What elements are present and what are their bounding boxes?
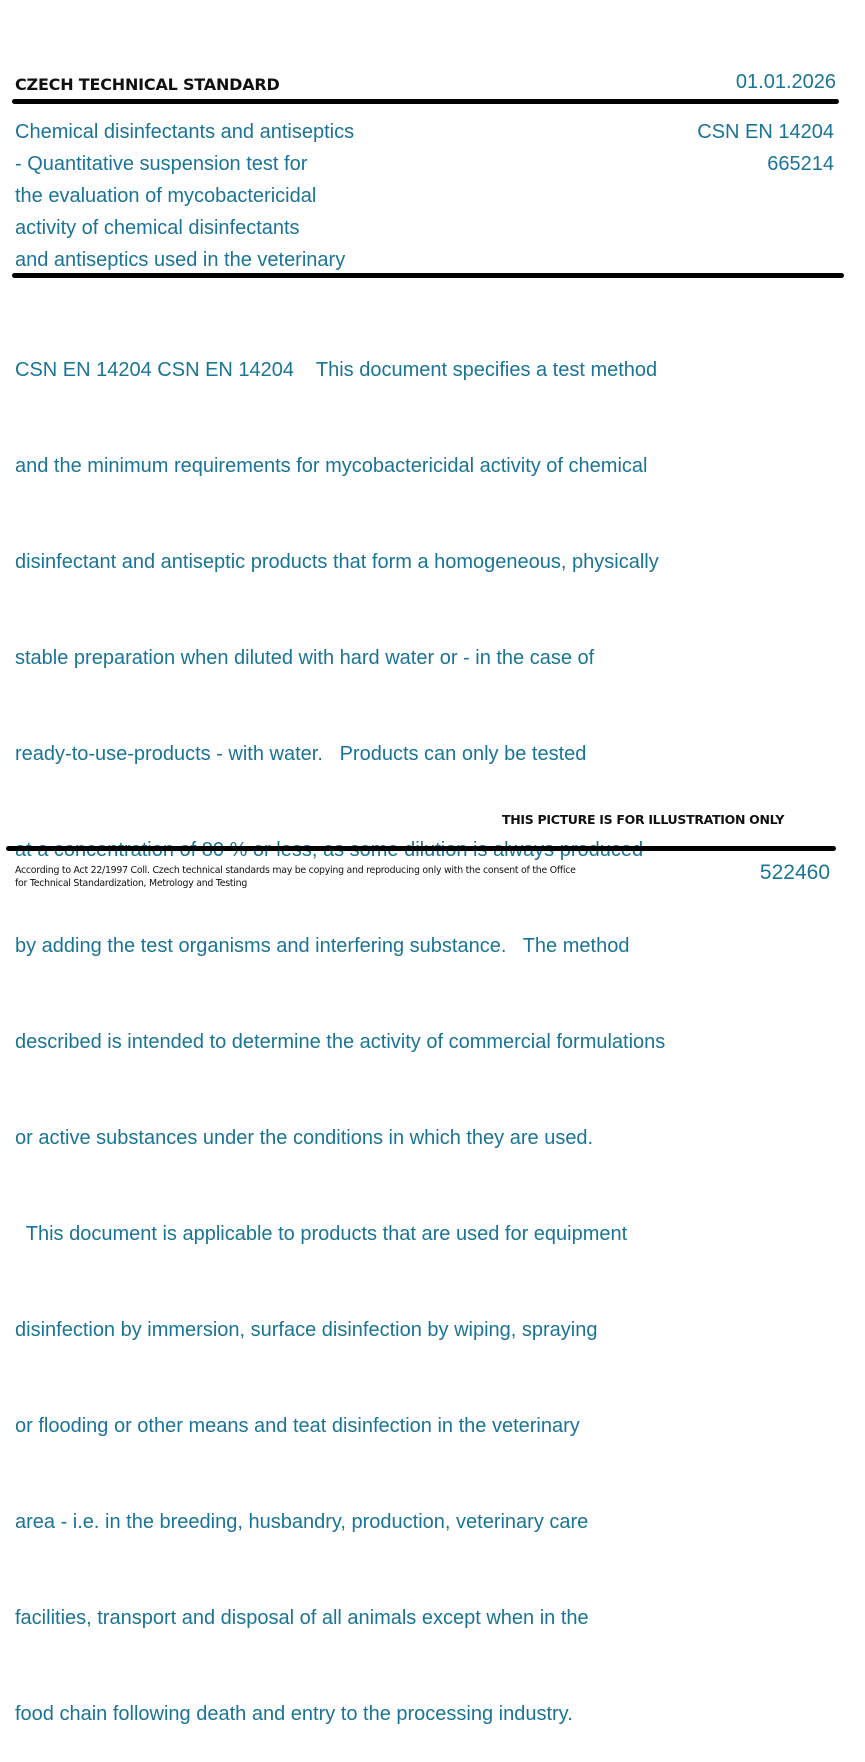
standard-codes bbox=[697, 116, 834, 180]
footer-divider bbox=[6, 846, 836, 851]
catalog-number: 522460 bbox=[759, 861, 830, 884]
abstract-line: or active substances under the conditions in which they are used. bbox=[15, 1127, 594, 1149]
abstract-line: by adding the test organisms and interfering substance. The method bbox=[15, 935, 630, 957]
abstract-line: area - i.e. in the breeding, husbandry, production, veterinary care bbox=[15, 1511, 589, 1533]
abstract-line: CSN EN 14204 CSN EN 14204 This document specifies a test method bbox=[15, 359, 658, 381]
abstract-line: or flooding or other means and teat disinfection in the veterinary bbox=[15, 1415, 580, 1437]
abstract-line: This document is applicable to products that are used for equipment bbox=[15, 1223, 628, 1245]
abstract-line: and the minimum requirements for mycobactericidal activity of chemical bbox=[15, 455, 648, 477]
abstract-line: food chain following death and entry to the processing industry. bbox=[15, 1703, 573, 1725]
standard-type-label: CZECH TECHNICAL STANDARD bbox=[15, 75, 280, 94]
legal-line: for Technical Standardization, Metrology and Testing bbox=[15, 878, 248, 889]
standard-number: CSN EN 14204 bbox=[697, 121, 834, 143]
abstract-line: facilities, transport and disposal of all animals except when in the bbox=[15, 1607, 589, 1629]
abstract-line: disinfection by immersion, surface disinfection by wiping, spraying bbox=[15, 1319, 598, 1341]
title-line: Chemical disinfectants and antiseptics bbox=[15, 121, 355, 143]
title-divider bbox=[12, 273, 844, 278]
header-divider bbox=[12, 99, 839, 104]
title-line: activity of chemical disinfectants bbox=[15, 217, 300, 239]
illustration-note: THIS PICTURE IS FOR ILLUSTRATION ONLY bbox=[502, 812, 785, 827]
effective-date: 01.01.2026 bbox=[735, 71, 836, 93]
abstract-line: disinfectant and antiseptic products that form a homogeneous, physically bbox=[15, 551, 659, 573]
legal-line: According to Act 22/1997 Coll. Czech technical standards may be copying and reproducing only with the consent of the Office bbox=[15, 865, 576, 876]
abstract-line: stable preparation when diluted with hard water or - in the case of bbox=[15, 647, 595, 669]
title-line: - Quantitative suspension test for bbox=[15, 153, 308, 175]
standard-title bbox=[15, 116, 354, 276]
abstract-line: described is intended to determine the activity of commercial formulations bbox=[15, 1031, 666, 1053]
title-line: the evaluation of mycobactericidal bbox=[15, 185, 317, 207]
class-number: 665214 bbox=[767, 153, 834, 175]
title-line: and antiseptics used in the veterinary bbox=[15, 249, 346, 271]
abstract-text bbox=[15, 290, 665, 1762]
abstract-line: ready-to-use-products - with water. Products can only be tested bbox=[15, 743, 587, 765]
legal-notice bbox=[15, 864, 595, 890]
